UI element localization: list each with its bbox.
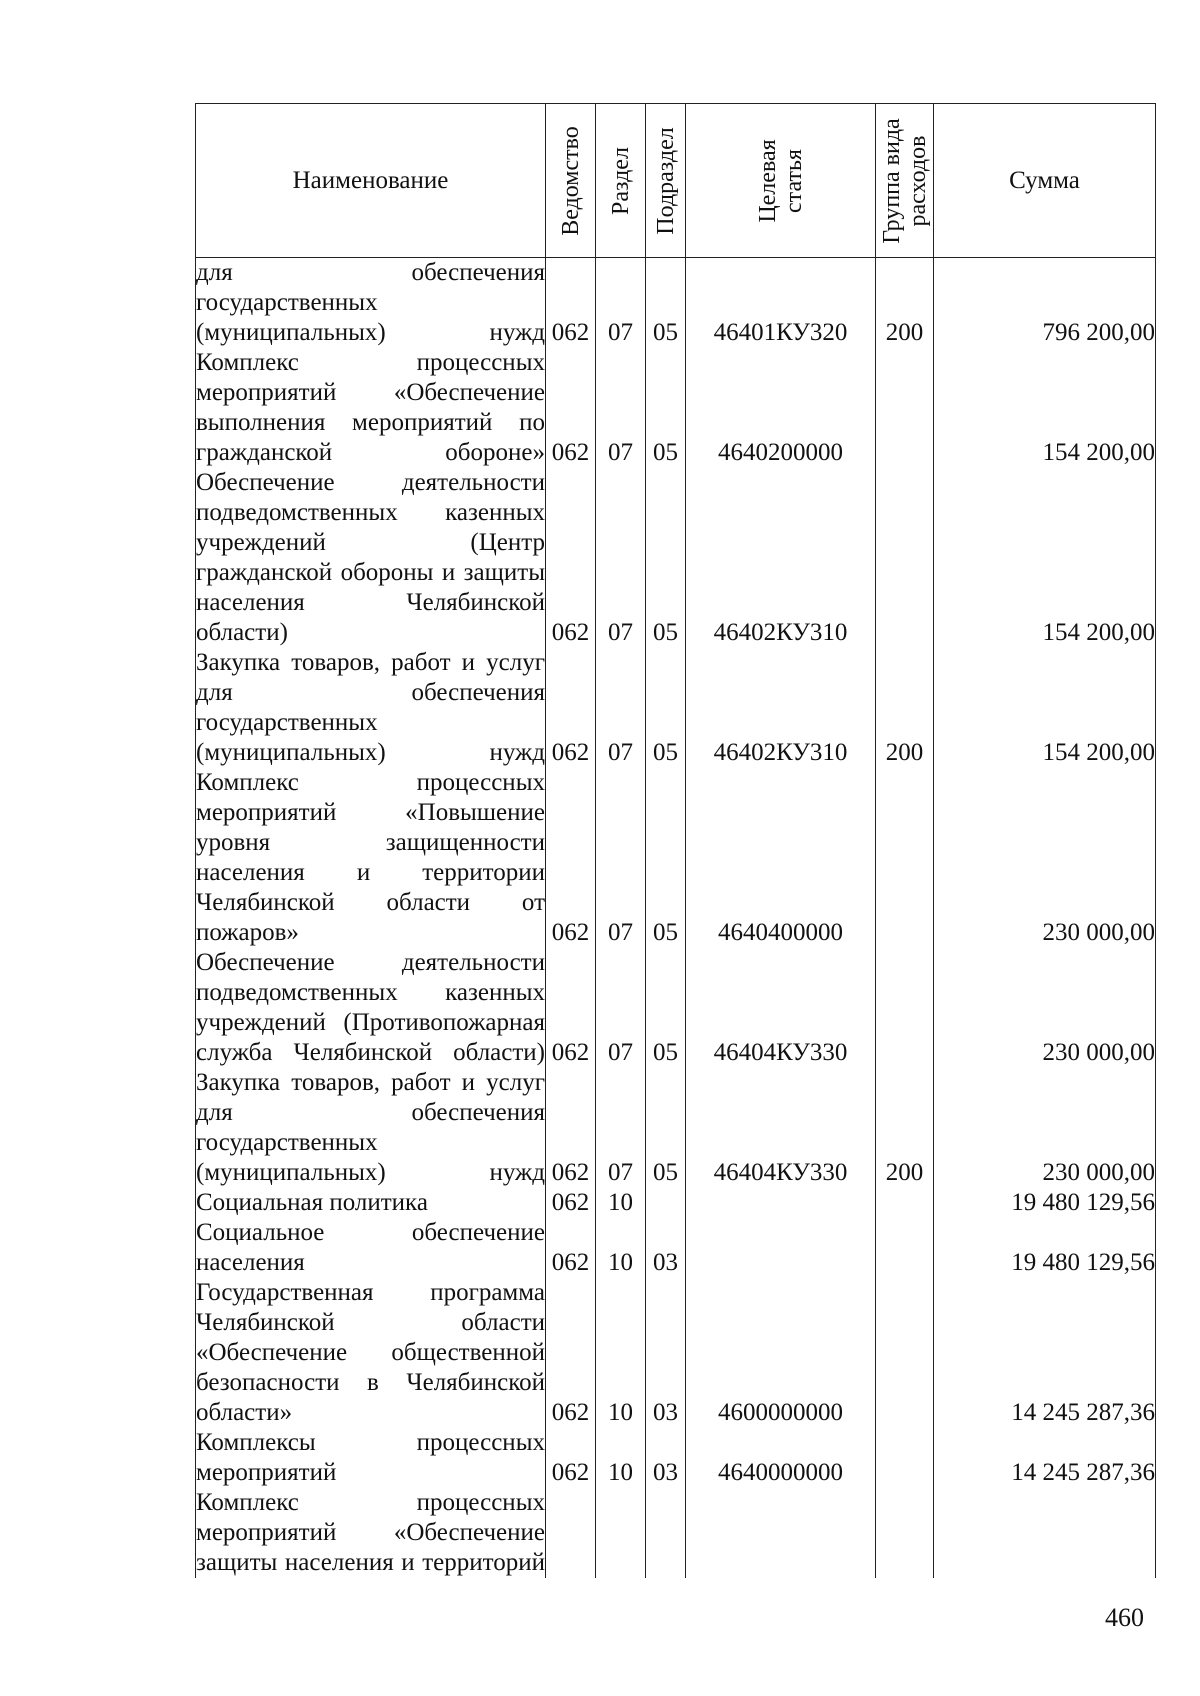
row-celevaya: 4600000000 [686, 1278, 876, 1428]
row-summa: 230 000,00 [934, 948, 1156, 1068]
row-summa: 14 245 287,36 [934, 1428, 1156, 1488]
row-gruppa [876, 1188, 934, 1218]
row-name: Государственная программа Челябинской области «Обеспечение общественной безопасности в Челябинской области» [196, 1279, 545, 1426]
row-celevaya: 46404КУ330 [686, 948, 876, 1068]
row-summa: 19 480 129,56 [934, 1218, 1156, 1278]
row-vedomstvo: 062 [546, 768, 596, 948]
row-celevaya: 4640000000 [686, 1428, 876, 1488]
row-podrazdel: 03 [646, 1278, 686, 1428]
row-gruppa: 200 [876, 1068, 934, 1188]
row-gruppa [876, 468, 934, 648]
row-podrazdel: 05 [646, 648, 686, 768]
row-name: Комплекс процессных мероприятий «Обеспечение защиты населения и территорий [196, 1489, 545, 1576]
table-row [196, 1428, 1156, 1488]
row-razdel: 10 [596, 1278, 646, 1428]
row-razdel: 07 [596, 948, 646, 1068]
row-vedomstvo: 062 [546, 1188, 596, 1218]
row-celevaya [686, 1218, 876, 1278]
row-vedomstvo: 062 [546, 948, 596, 1068]
row-name: Комплекс процессных мероприятий «Повышение уровня защищенности населения и территории Челябинской области от пожаров» [196, 769, 545, 946]
row-vedomstvo: 062 [546, 1278, 596, 1428]
page-number: 460 [1105, 1603, 1144, 1632]
table-header-row [196, 104, 1156, 258]
row-gruppa: 200 [876, 648, 934, 768]
table-row [196, 648, 1156, 768]
row-summa: 14 245 287,36 [934, 1278, 1156, 1428]
table-row [196, 768, 1156, 948]
row-podrazdel: 05 [646, 348, 686, 468]
row-gruppa [876, 348, 934, 468]
row-razdel [596, 1488, 646, 1578]
row-name: Комплексы процессных мероприятий [196, 1429, 545, 1486]
header-name [196, 104, 546, 258]
header-summa [934, 104, 1156, 258]
table-row [196, 948, 1156, 1068]
row-podrazdel: 03 [646, 1218, 686, 1278]
row-razdel: 07 [596, 258, 646, 349]
row-name: Закупка товаров, работ и услуг для обеспечения государственных (муниципальных) нужд [196, 649, 545, 766]
table-row [196, 1068, 1156, 1188]
row-summa: 154 200,00 [934, 468, 1156, 648]
row-razdel: 10 [596, 1188, 646, 1218]
budget-table [195, 103, 1156, 1578]
row-razdel: 07 [596, 1068, 646, 1188]
row-summa: 230 000,00 [934, 1068, 1156, 1188]
row-razdel: 07 [596, 768, 646, 948]
row-vedomstvo: 062 [546, 468, 596, 648]
row-celevaya: 46402КУ310 [686, 648, 876, 768]
row-summa: 19 480 129,56 [934, 1188, 1156, 1218]
row-vedomstvo: 062 [546, 648, 596, 768]
row-razdel: 10 [596, 1428, 646, 1488]
row-name: Комплекс процессных мероприятий «Обеспечение выполнения мероприятий по гражданской обороне» [196, 349, 545, 466]
table-row [196, 1488, 1156, 1578]
table-row [196, 1218, 1156, 1278]
row-celevaya: 46401КУ320 [686, 258, 876, 349]
header-podrazdel-label: Подраздел [652, 126, 679, 235]
row-celevaya: 46404КУ330 [686, 1068, 876, 1188]
row-summa: 230 000,00 [934, 768, 1156, 948]
row-podrazdel: 03 [646, 1428, 686, 1488]
row-summa: 154 200,00 [934, 348, 1156, 468]
row-summa [934, 1488, 1156, 1578]
row-podrazdel [646, 1488, 686, 1578]
row-podrazdel: 05 [646, 1068, 686, 1188]
row-gruppa [876, 948, 934, 1068]
row-name: для обеспечения государственных (муниципальных) нужд [196, 259, 545, 346]
header-razdel-label: Раздел [607, 146, 634, 215]
row-vedomstvo: 062 [546, 258, 596, 349]
row-celevaya: 46402КУ310 [686, 468, 876, 648]
row-razdel: 07 [596, 648, 646, 768]
row-podrazdel: 05 [646, 768, 686, 948]
row-summa: 796 200,00 [934, 258, 1156, 349]
row-celevaya [686, 1488, 876, 1578]
row-gruppa [876, 1488, 934, 1578]
header-gruppa [876, 104, 934, 258]
header-gruppa-label: Группа вида расходов [878, 117, 931, 244]
row-celevaya: 4640400000 [686, 768, 876, 948]
row-vedomstvo [546, 1488, 596, 1578]
row-name: Социальная политика [196, 1188, 546, 1218]
row-vedomstvo: 062 [546, 1218, 596, 1278]
row-name: Социальное обеспечение населения [196, 1219, 545, 1276]
row-vedomstvo: 062 [546, 348, 596, 468]
row-gruppa [876, 1218, 934, 1278]
header-summa-label: Сумма [1009, 166, 1080, 194]
row-podrazdel [646, 1188, 686, 1218]
header-celevaya [686, 104, 876, 258]
row-vedomstvo: 062 [546, 1428, 596, 1488]
table-row [196, 1278, 1156, 1428]
row-name: Закупка товаров, работ и услуг для обеспечения государственных (муниципальных) нужд [196, 1069, 545, 1186]
row-gruppa [876, 1278, 934, 1428]
row-gruppa [876, 768, 934, 948]
row-razdel: 07 [596, 468, 646, 648]
header-razdel [596, 104, 646, 258]
row-podrazdel: 05 [646, 948, 686, 1068]
row-podrazdel: 05 [646, 258, 686, 349]
row-name: Обеспечение деятельности подведомственных казенных учреждений (Центр гражданской обороны и защиты населения Челябинской области) [196, 469, 545, 646]
header-vedomstvo-label: Ведомство [557, 125, 584, 236]
header-name-label: Наименование [292, 166, 449, 194]
header-podrazdel [646, 104, 686, 258]
header-vedomstvo [546, 104, 596, 258]
row-celevaya: 4640200000 [686, 348, 876, 468]
table-row [196, 348, 1156, 468]
table-row [196, 258, 1156, 349]
row-gruppa [876, 1428, 934, 1488]
table-row [196, 468, 1156, 648]
row-name: Обеспечение деятельности подведомственных казенных учреждений (Противопожарная служба Челябинской области) [196, 949, 545, 1066]
row-razdel: 10 [596, 1218, 646, 1278]
row-celevaya [686, 1188, 876, 1218]
header-celevaya-label: Целевая статья [754, 138, 807, 223]
row-gruppa: 200 [876, 258, 934, 349]
row-razdel: 07 [596, 348, 646, 468]
row-summa: 154 200,00 [934, 648, 1156, 768]
row-vedomstvo: 062 [546, 1068, 596, 1188]
table-row [196, 1188, 1156, 1218]
row-podrazdel: 05 [646, 468, 686, 648]
